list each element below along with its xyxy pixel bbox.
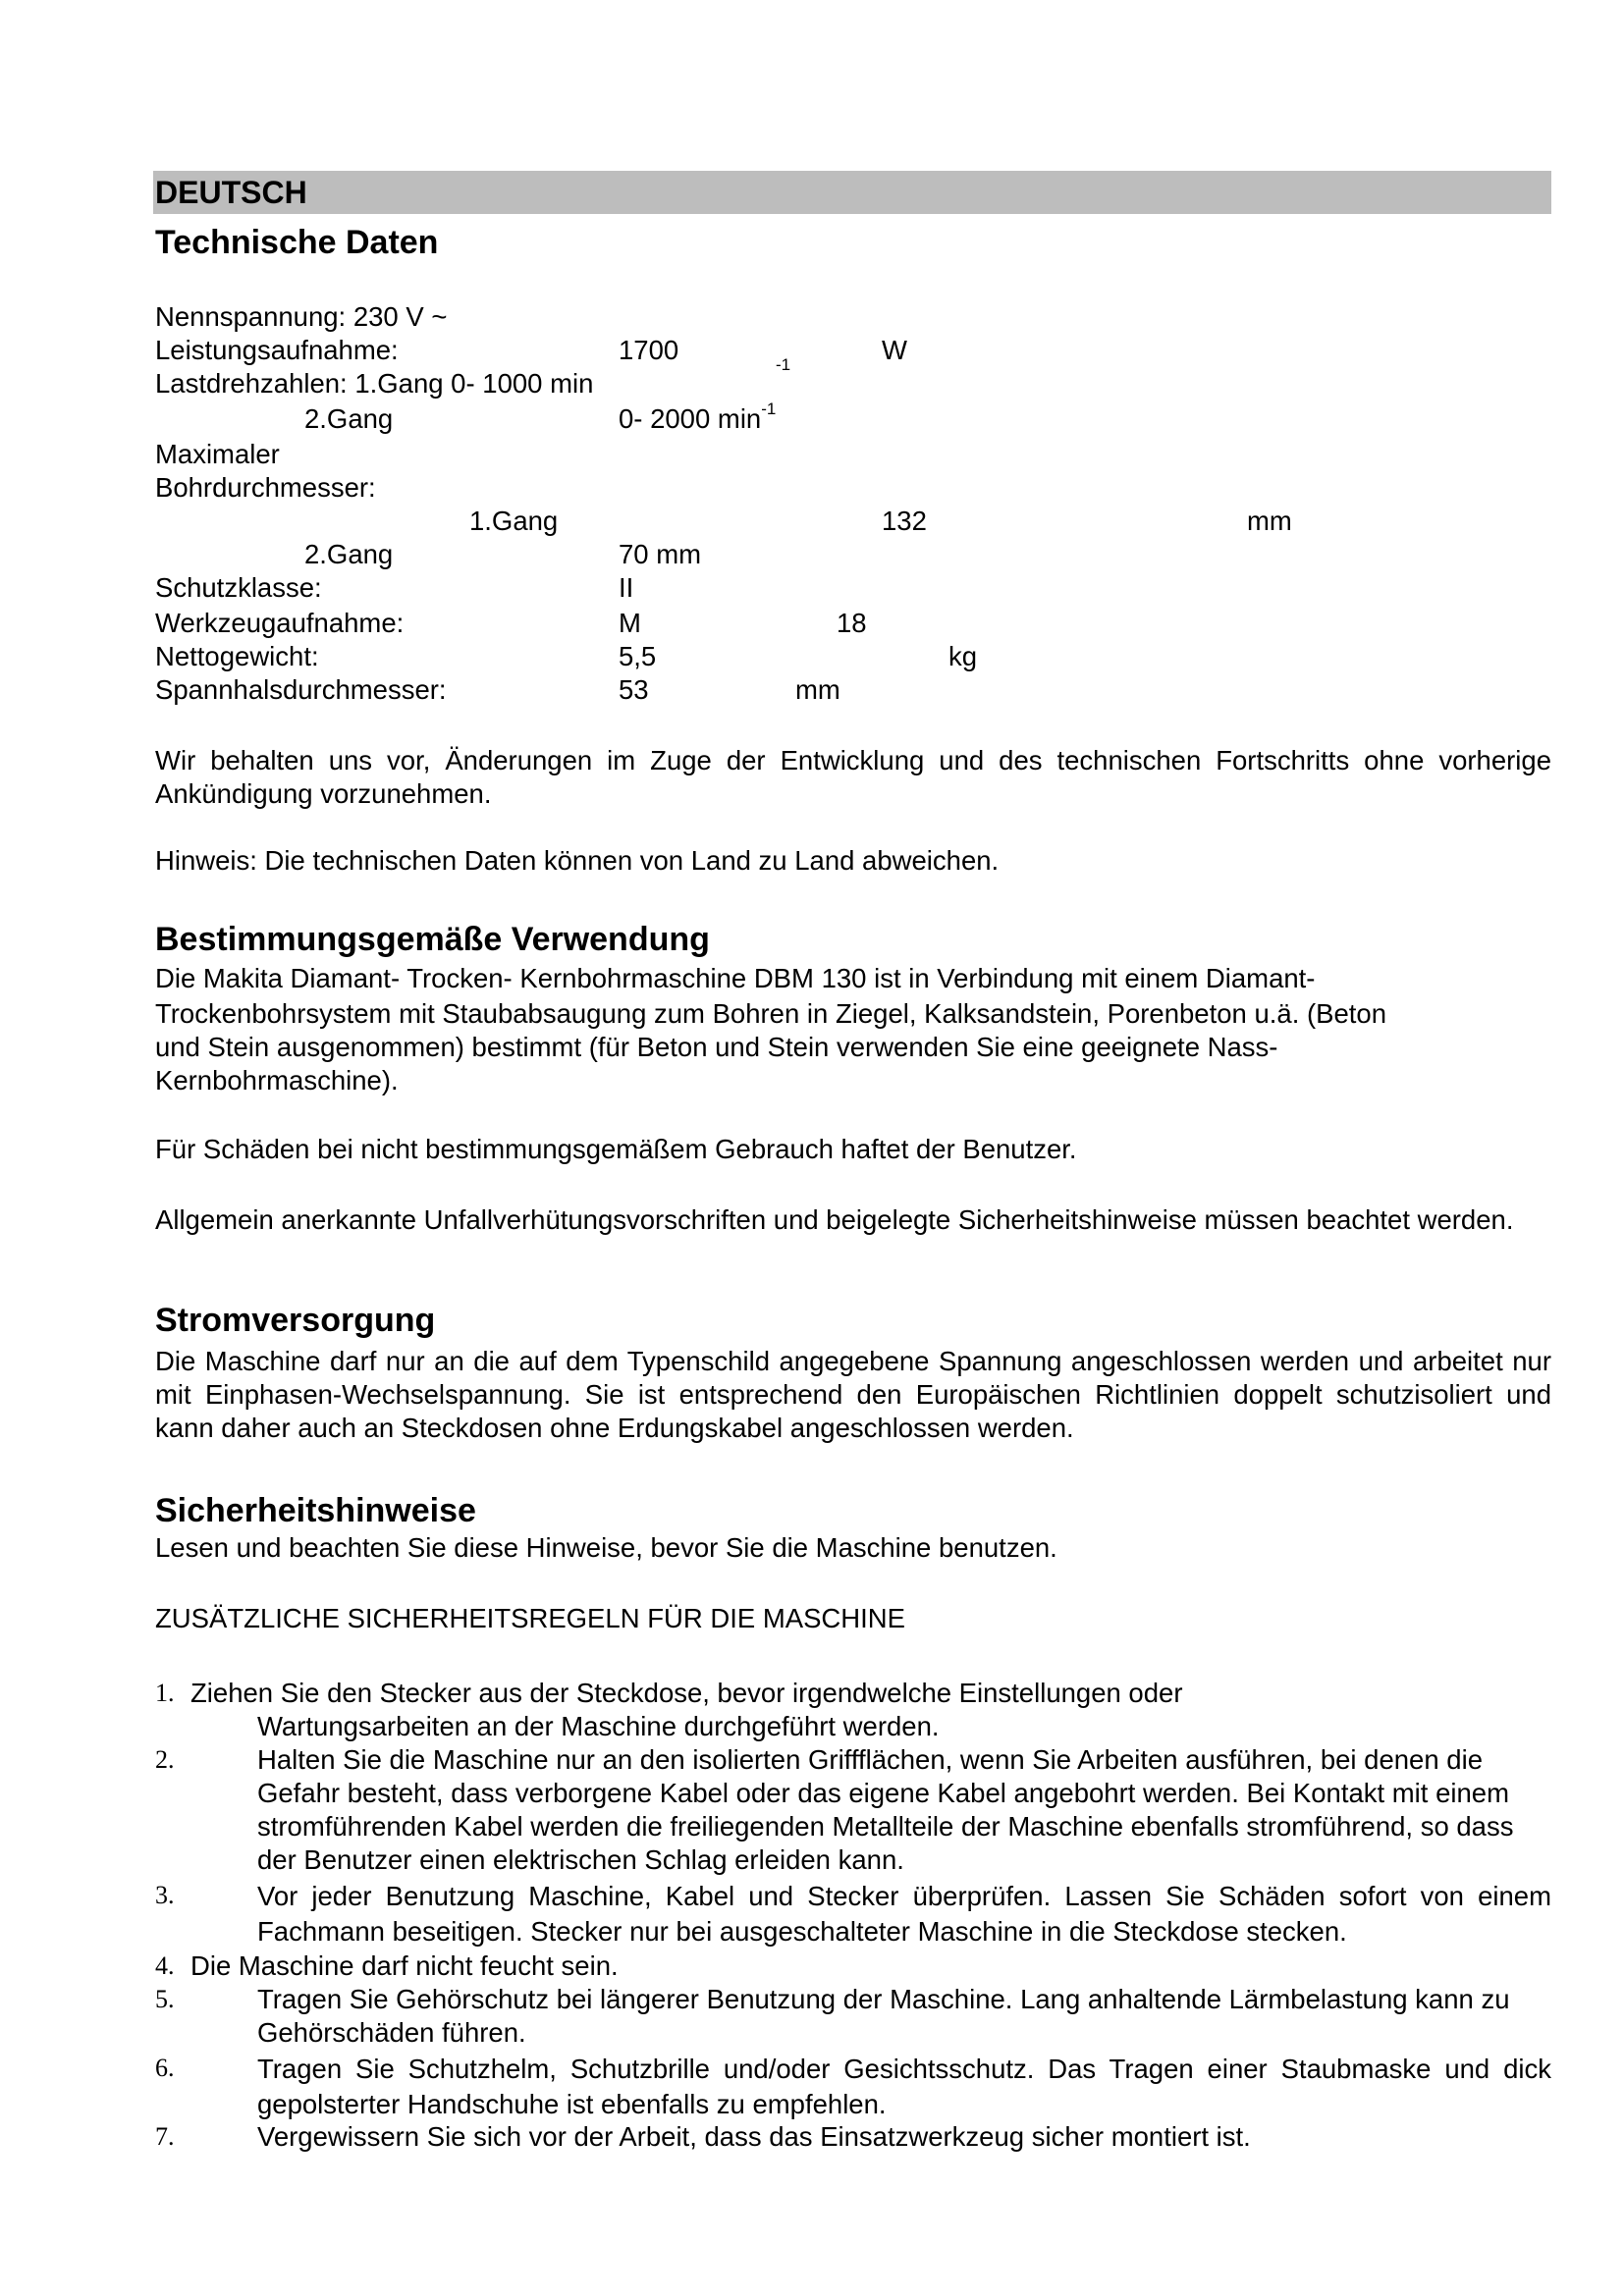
spec-netto-value: 5,5 bbox=[619, 641, 657, 671]
spec-spannhals-value: 53 bbox=[619, 674, 649, 705]
spec-bohr-gang2-value: 70 mm bbox=[619, 539, 702, 569]
list-item-number: 7. bbox=[155, 2122, 175, 2151]
spec-spannhals-unit: mm bbox=[795, 674, 840, 705]
spec-bohr-gang1-unit: mm bbox=[1247, 506, 1292, 536]
spec-bohr-gang1-value: 132 bbox=[882, 506, 927, 536]
list-item-text: Halten Sie die Maschine nur an den isolierten Griffflächen, wenn Sie Arbeiten ausführen, bei denen die Gefahr besteht, dass verborgene Kabel oder das eigene Kabel angebohrt werden. Bei Kontakt mit einem stromführenden Kabel werden die freiliegenden Metallteile der Maschine ebenfalls stromführend, so dass der Benutzer einen elektrischen Schlag erleiden kann. bbox=[257, 1744, 1514, 1875]
section-heading-verwendung: Bestimmungsgemäße Verwendung bbox=[155, 921, 710, 958]
spec-lastdrehzahl-gang1-exponent: -1 bbox=[776, 355, 791, 374]
stromversorgung-paragraph: Die Maschine darf nur an die auf dem Typenschild angegebene Spannung angeschlossen werden und arbeitet nur mit Einphasen-Wechselspannung. Sie ist entsprechend den Europäischen Richtlinien doppelt schutzisoliert und kann daher auch an Steckdosen ohne Erdungskabel angeschlossen werden. bbox=[155, 1346, 1551, 1443]
spec-maximaler: Maximaler bbox=[155, 439, 280, 469]
verwendung-line-2: Trockenbohrsystem mit Staubabsaugung zum Bohren in Ziegel, Kalksandstein, Porenbeton u.ä. (Beton bbox=[155, 998, 1387, 1029]
spec-werkzeug-label: Werkzeugaufnahme: bbox=[155, 608, 405, 638]
list-item-text: Tragen Sie Gehörschutz bei längerer Benutzung der Maschine. Lang anhaltende Lärmbelastung kann zu Gehörschäden führen. bbox=[257, 1984, 1510, 2048]
spec-spannhals-label: Spannhalsdurchmesser: bbox=[155, 674, 447, 705]
page-title: Technische Daten bbox=[155, 224, 439, 261]
list-item-text: Vor jeder Benutzung Maschine, Kabel und Stecker überprüfen. Lassen Sie Schäden sofort von einem Fachmann beseitigen. Stecker nur bei ausgeschalteter Maschine in die Steckdose stecken. bbox=[257, 1881, 1551, 1947]
list-item-number: 3. bbox=[155, 1881, 175, 1909]
spec-leistung-value: 1700 bbox=[619, 335, 679, 365]
hinweis-note: Hinweis: Die technischen Daten können von Land zu Land abweichen. bbox=[155, 845, 1000, 876]
list-item-number: 2. bbox=[155, 1745, 175, 1774]
spec-leistung-unit: W bbox=[882, 335, 907, 365]
list-item-number: 4. bbox=[155, 1951, 175, 1980]
sicherheit-subheading: ZUSÄTZLICHE SICHERHEITSREGELN FÜR DIE MASCHINE bbox=[155, 1603, 905, 1633]
spec-lastdrehzahl-gang2-label: 2.Gang bbox=[304, 403, 394, 434]
spec-lastdrehzahl-gang2-value: 0- 2000 $\min^{-1}$ bbox=[619, 399, 777, 434]
spec-netto-unit: kg bbox=[948, 641, 978, 671]
spec-nennspannung: Nennspannung: 230 V ~ bbox=[155, 301, 448, 332]
section-heading-stromversorgung: Stromversorgung bbox=[155, 1302, 436, 1339]
list-item-text: Vergewissern Sie sich vor der Arbeit, dass das Einsatzwerkzeug sicher montiert ist. bbox=[257, 2121, 1251, 2152]
spec-netto-label: Nettogewicht: bbox=[155, 641, 319, 671]
spec-schutzklasse-label: Schutzklasse: bbox=[155, 572, 322, 603]
list-item-text: Tragen Sie Schutzhelm, Schutzbrille und/oder Gesichtsschutz. Das Tragen einer Staubmaske und dick gepolsterter Handschuhe ist ebenfalls zu empfehlen. bbox=[257, 2054, 1551, 2119]
list-item-text-line1: Ziehen Sie den Stecker aus der Steckdose, bevor irgendwelche Einstellungen oder bbox=[190, 1678, 1183, 1708]
reservation-note: Wir behalten uns vor, Änderungen im Zuge der Entwicklung und des technischen Fortschritts ohne vorherige Ankündigung vorzunehmen. bbox=[155, 745, 1551, 809]
language-bar bbox=[153, 171, 1551, 214]
spec-bohr-gang1-label: 1.Gang bbox=[469, 506, 559, 536]
list-item-number: 5. bbox=[155, 1985, 175, 2013]
spec-leistung-label: Leistungsaufnahme: bbox=[155, 335, 399, 365]
spec-schutzklasse-value: II bbox=[619, 572, 634, 603]
list-item-text: Die Maschine darf nicht feucht sein. bbox=[190, 1950, 619, 1981]
verwendung-paragraph-3: Allgemein anerkannte Unfallverhütungsvorschriften und beigelegte Sicherheitshinweise müssen beachtet werden. bbox=[155, 1204, 1514, 1235]
list-item-text-rest: Wartungsarbeiten an der Maschine durchgeführt werden. bbox=[257, 1711, 940, 1741]
spec-werkzeug-value: M bbox=[619, 608, 641, 638]
verwendung-line-3: und Stein ausgenommen) bestimmt (für Beton und Stein verwenden Sie eine geeignete Nass- bbox=[155, 1032, 1278, 1062]
spec-bohrdurchmesser: Bohrdurchmesser: bbox=[155, 472, 376, 503]
section-heading-sicherheitshinweise: Sicherheitshinweise bbox=[155, 1492, 476, 1529]
verwendung-line-1: Die Makita Diamant- Trocken- Kernbohrmaschine DBM 130 ist in Verbindung mit einem Diamant- bbox=[155, 963, 1316, 993]
spec-lastdrehzahl-gang1: Lastdrehzahlen: 1.Gang 0- 1000 min bbox=[155, 368, 594, 399]
sicherheit-intro: Lesen und beachten Sie diese Hinweise, bevor Sie die Maschine benutzen. bbox=[155, 1532, 1057, 1563]
language-label: DEUTSCH bbox=[155, 175, 307, 210]
list-item-number: 6. bbox=[155, 2054, 175, 2082]
spec-werkzeug-size: 18 bbox=[837, 608, 867, 638]
list-item-number: 1. bbox=[155, 1679, 175, 1707]
verwendung-line-4: Kernbohrmaschine). bbox=[155, 1065, 399, 1095]
verwendung-paragraph-2: Für Schäden bei nicht bestimmungsgemäßem Gebrauch haftet der Benutzer. bbox=[155, 1134, 1077, 1164]
spec-bohr-gang2-label: 2.Gang bbox=[304, 539, 394, 569]
